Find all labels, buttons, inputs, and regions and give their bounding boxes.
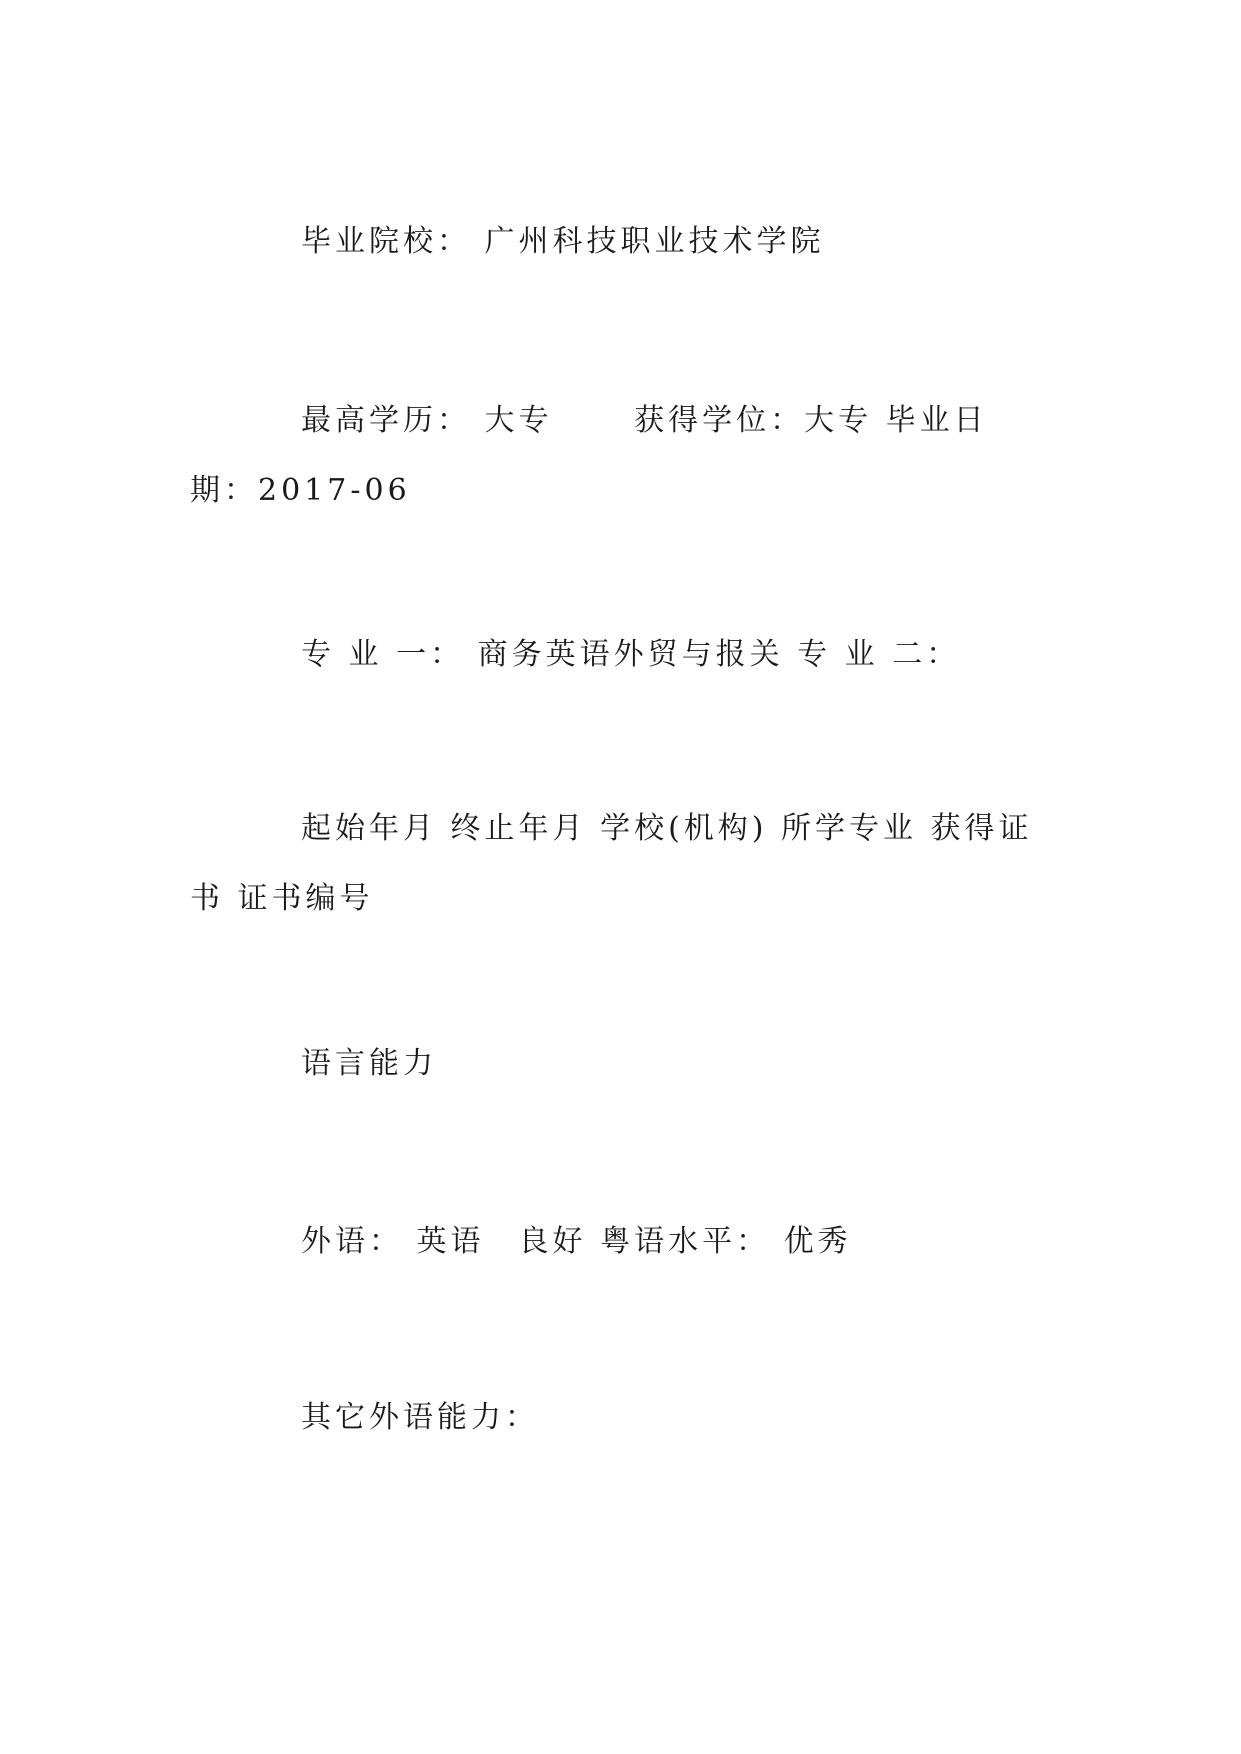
language-ability-heading: 语言能力 bbox=[301, 1046, 437, 1081]
graduated-school-line: 毕业院校： 广州科技职业技术学院 bbox=[301, 224, 825, 259]
foreign-language-line: 外语： 英语 良好 粤语水平： 优秀 bbox=[301, 1224, 852, 1259]
major-line: 专 业 一： 商务英语外贸与报关 专 业 二： bbox=[301, 637, 961, 672]
education-degree-line: 最高学历： 大专 获得学位：大专 毕业日期：2017-06 bbox=[190, 403, 988, 508]
other-language-ability-line: 其它外语能力： bbox=[301, 1400, 539, 1435]
education-table-header-line: 起始年月 终止年月 学校(机构) 所学专业 获得证书 证书编号 bbox=[190, 811, 1033, 916]
